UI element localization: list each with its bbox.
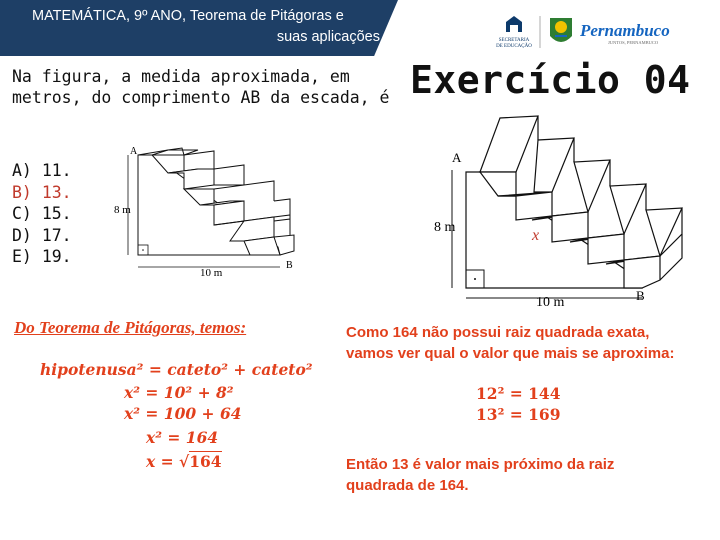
option-a[interactable]: A) 11.: [12, 161, 72, 180]
equation-5-left: x =: [146, 452, 174, 471]
logos: [488, 12, 708, 52]
equation-2: x² = 10² + 8²: [124, 383, 234, 402]
equation-5: [146, 452, 222, 471]
header-title-line2: suas aplicações: [276, 29, 380, 45]
small-point-a: A: [130, 146, 138, 157]
secretaria-logo: [496, 16, 532, 49]
secretaria-line1: SECRETARIA: [498, 38, 530, 43]
square-13: 13² = 169: [476, 405, 561, 424]
staircase-figure-small: [110, 145, 310, 280]
solution-heading: Do Teorema de Pitágoras, temos:: [14, 318, 247, 337]
conclusion: Então 13 é valor mais próximo da raiz quadrada de 164.: [346, 456, 615, 494]
option-c[interactable]: C) 15.: [12, 204, 72, 223]
state-logo: [550, 18, 670, 46]
secretaria-line2: DE EDUCAÇÃO: [496, 44, 532, 49]
state-tagline: JUNTOS, PERNAMBUCO: [608, 40, 659, 45]
square-12: 12² = 144: [476, 384, 561, 403]
large-hyp-label: x: [532, 227, 540, 244]
large-height-label: 8 m: [434, 220, 456, 235]
answer-options: [12, 160, 72, 268]
staircase-figure-large: [420, 110, 700, 310]
small-base-label: 10 m: [200, 267, 223, 279]
right-intro: Como 164 não possui raiz quadrada exata, vamos ver qual o valor que mais se aproxima:: [346, 324, 675, 362]
large-point-b: B: [636, 288, 645, 303]
equation-3: x² = 100 + 64: [124, 404, 242, 423]
large-base-label: 10 m: [536, 295, 565, 310]
sqrt-symbol: √: [179, 452, 190, 471]
option-d[interactable]: D) 17.: [12, 225, 72, 245]
state-name: Pernambuco: [580, 21, 670, 40]
header-title-line1: MATEMÁTICA, 9º ANO, Teorema de Pitágoras e: [32, 8, 344, 24]
header-title: [8, 6, 380, 48]
option-e[interactable]: E) 19.: [12, 247, 72, 266]
equation-4: x² = 164: [146, 428, 219, 447]
equation-5-radicand: 164: [189, 452, 222, 471]
large-point-a: A: [452, 150, 462, 165]
equation-1: hipotenusa² = cateto² + cateto²: [40, 360, 313, 379]
small-height-label: 8 m: [114, 204, 131, 216]
exercise-title: Exercício 04: [410, 58, 691, 102]
option-b[interactable]: B) 13.: [12, 182, 72, 202]
small-point-b: B: [286, 260, 293, 271]
question-text: Na figura, a medida aproximada, em metros, do comprimento AB da escada, é: [12, 67, 390, 107]
